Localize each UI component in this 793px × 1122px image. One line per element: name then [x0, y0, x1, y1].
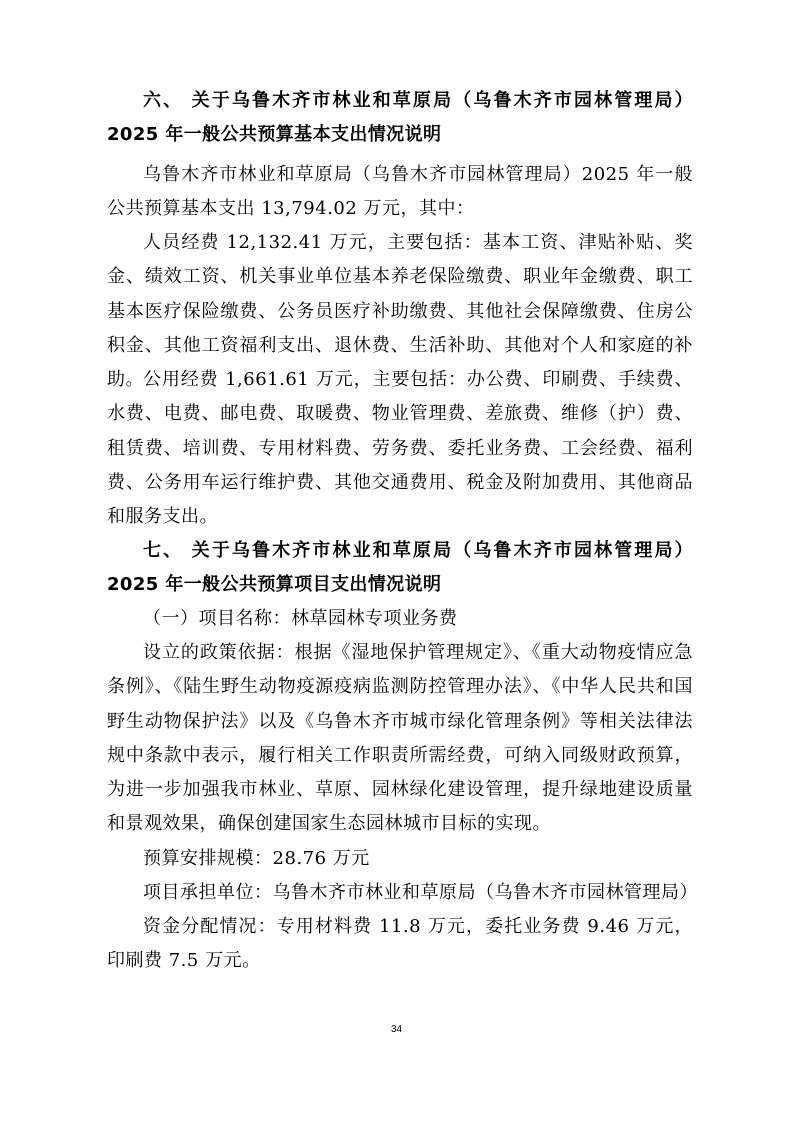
page-number: 34 [390, 1024, 403, 1035]
section-7-heading: 七、 关于乌鲁木齐市林业和草原局（乌鲁木齐市园林管理局）2025 年一般公共预算项目支出情况说明 [107, 540, 693, 596]
section-6-paragraph-total: 乌鲁木齐市林业和草原局（乌鲁木齐市园林管理局）2025 年一般公共预算基本支出 13,794.02 万元，其中： [107, 164, 693, 220]
project-name: （一）项目名称：林草园林专项业务费 [143, 608, 458, 629]
fund-allocation: 资金分配情况：专用材料费 11.8 万元，委托业务费 9.46 万元，印刷费 7.5 万元。 [107, 916, 693, 972]
section-6-paragraph-public: 公用经费 1,661.61 万元，主要包括：办公费、印刷费、手续费、水费、电费、邮电费、取暖费、物业管理费、差旅费、维修（护）费、租赁费、培训费、专用材料费、劳务费、委托业务费、工会经费、福利费、公务用车运行维护费、其他交通费用、税金及附加费用、其他商品和服务支出。 [107, 369, 693, 528]
section-6-paragraph-personnel: 人员经费 12,132.41 万元，主要包括：基本工资、津贴补贴、奖金、绩效工资、机关事业单位基本养老保险缴费、职业年金缴费、职工基本医疗保险缴费、公务员医疗补助缴费、其他社会保障缴费、住房公积金、其他工资福利支出、退休费、生活补助、其他对个人和家庭的补助。 [107, 232, 693, 391]
budget-scale: 预算安排规模：28.76 万元 [143, 848, 370, 869]
undertaking-unit: 项目承担单位：乌鲁木齐市林业和草原局（乌鲁木齐市园林管理局） [143, 882, 698, 903]
policy-basis: 设立的政策依据：根据《湿地保护管理规定》、《重大动物疫情应急条例》、《陆生野生动物疫源疫病监测防控管理办法》、《中华人民共和国野生动物保护法》以及《乌鲁木齐市城市绿化管理条例》等相关法律法规中条款中表示，履行相关工作职责所需经费，可纳入同级财政预算，为进一步加强我市林业、草原、园林绿化建设管理，提升绿地建设质量和景观效果，确保创建国家生态园林城市目标的实现。 [107, 642, 693, 835]
section-6-heading: 六、 关于乌鲁木齐市林业和草原局（乌鲁木齐市园林管理局）2025 年一般公共预算基本支出情况说明 [107, 90, 693, 146]
